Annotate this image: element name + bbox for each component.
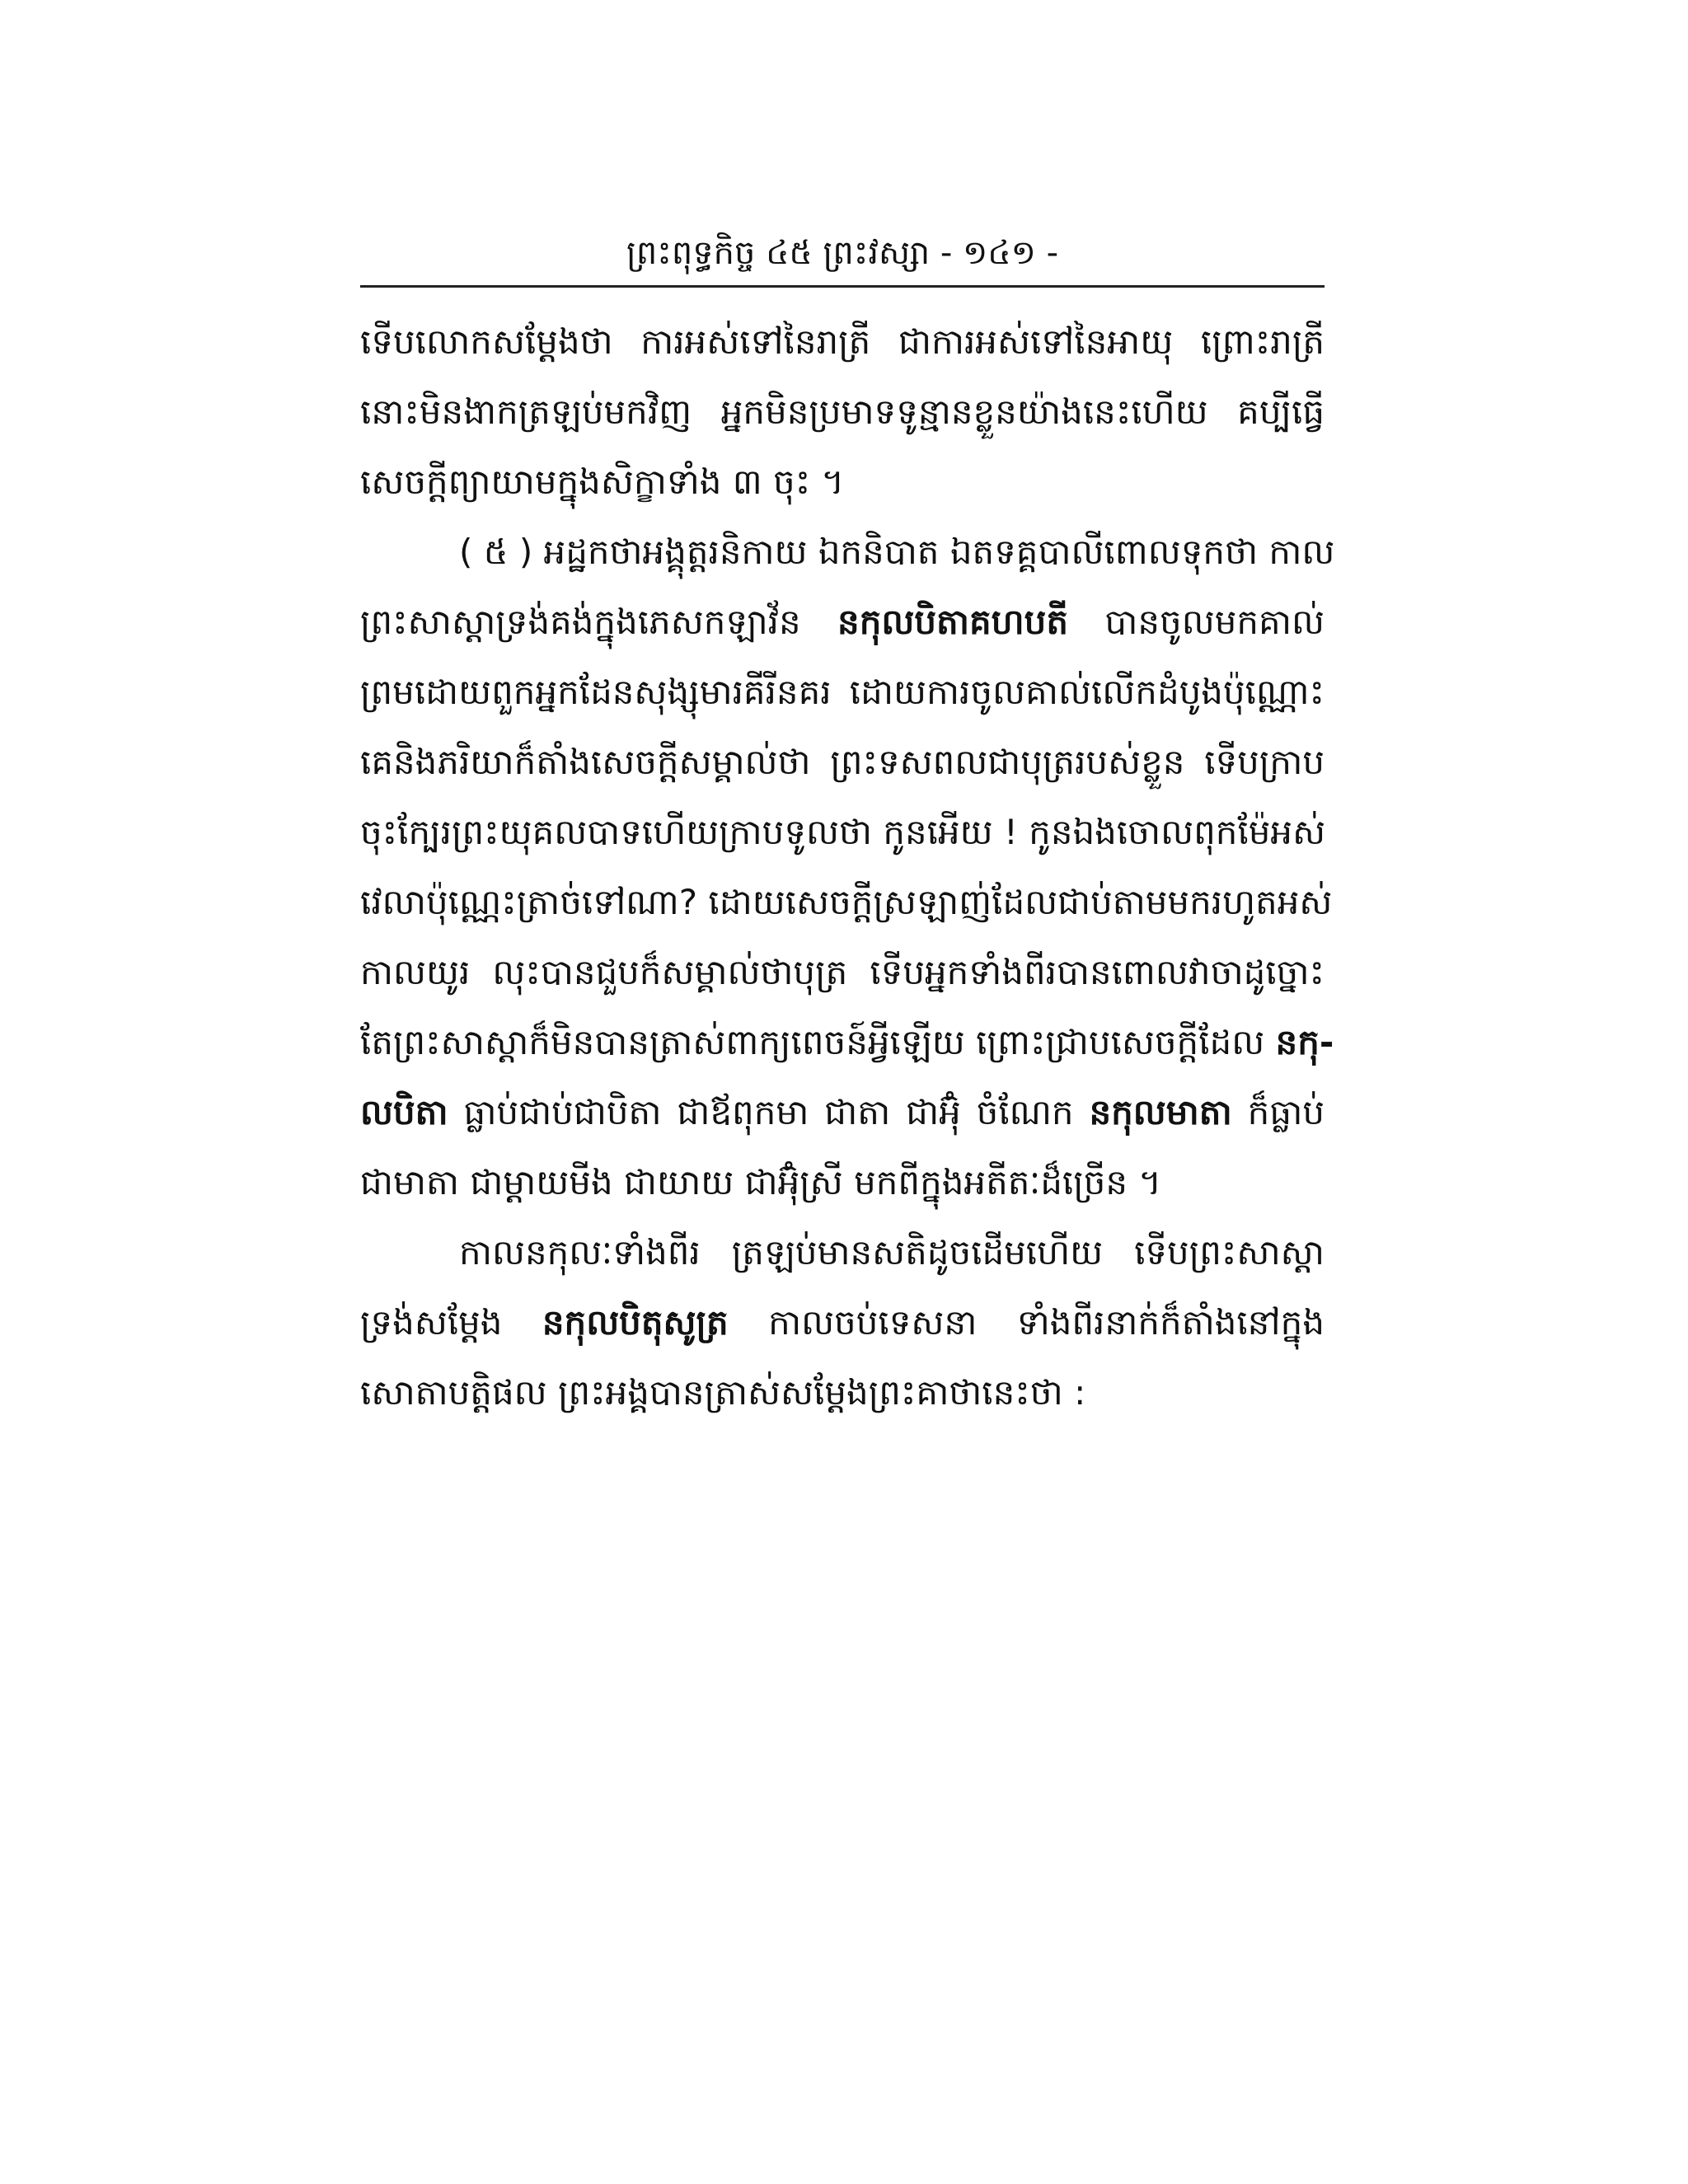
nakula-pitu-sutta-name: នកុលបិតុសូត្រ	[542, 1302, 729, 1343]
paragraph-2-line-7: កាលយូរ លុះបានជួបក៏សម្គាល់ថាបុត្រ ទើបអ្នកទាំងពីរបានពោលវាចាដូច្នោះ	[360, 952, 1325, 992]
paragraph-3-line-1: កាលនកុលៈទាំងពីរ ត្រឡប់មានសតិដូចដើមហើយ ទើបព្រះសាស្ដា	[459, 1232, 1325, 1272]
paragraph-1-line-3: សេចក្ដីព្យាយាមក្នុងសិក្ខាទាំង ៣ ចុះ ។	[360, 462, 845, 502]
paragraph-3-line-2-tail: កាលចប់ទេសនា ទាំងពីរនាក់ក៏តាំងនៅក្នុង	[728, 1302, 1325, 1343]
paragraph-2-line-2-text: ព្រះសាស្ដាទ្រង់គង់ក្នុងភេសកឡាវ័ន	[360, 602, 838, 642]
paragraph-2-line-9-text: ធ្លាប់ជាប់ជាបិតា ជាឪពុកមា ជាតា ជាអ៊ុំ ចំណែក	[448, 1092, 1090, 1132]
nakula-pita-name-part-1: នកុ-	[1275, 1022, 1334, 1062]
paragraph-3-line-3: សោតាបត្តិផល ព្រះអង្គបានត្រាស់សម្ដែងព្រះគាថានេះថា :	[360, 1372, 1086, 1413]
paragraph-2-line-6: វេលាប៉ុណ្ណេះត្រាច់ទៅណា? ដោយសេចក្ដីស្រឡាញ់ដែលជាប់តាមមករហូតអស់	[360, 882, 1333, 922]
paragraph-2-line-2-tail: បានចូលមកគាល់	[1067, 602, 1325, 642]
paragraph-1-line-1: ទើបលោកសម្ដែងថា ការអស់ទៅនៃរាត្រី ជាការអស់ទៅនៃអាយុ ព្រោះរាត្រី	[360, 321, 1325, 362]
paragraph-2-line-2	[360, 587, 1325, 657]
nakula-pita-name-part-2: លបិតា	[360, 1092, 448, 1132]
paragraph-2-line-3: ព្រមដោយពួកអ្នកដែនសុង្សុមារគីរីនគរ ដោយការចូលគាល់លើកដំបូងប៉ុណ្ណោះ	[360, 672, 1325, 712]
nakula-pita-gahapati-name: នកុលបិតាគហបតី	[837, 602, 1068, 642]
paragraph-1-line-2: នោះមិនងាកត្រឡប់មកវិញ អ្នកមិនប្រមាទទូន្មានខ្លួនយ៉ាងនេះហើយ គប្បីធ្វើ	[360, 391, 1325, 432]
page-header: ព្រះពុទ្ធកិច្ច ៤៥ ព្រះវស្សា - ១៤១ -	[626, 234, 1059, 272]
paragraph-3-line-2-text: ទ្រង់សម្ដែង	[360, 1302, 542, 1343]
paragraph-2-line-5: ចុះក្បែរព្រះយុគលបាទហើយក្រាបទូលថា កូនអើយ ! កូនឯងចោលពុកម៉ែអស់	[360, 812, 1326, 852]
paragraph-2-line-9-tail: ក៏ធ្លាប់	[1231, 1092, 1325, 1132]
paragraph-2-line-4: គេនិងភរិយាក៏តាំងសេចក្ដីសម្គាល់ថា ព្រះទសពលជាបុត្ររបស់ខ្លួន ទើបក្រាប	[360, 742, 1325, 782]
paragraph-2-line-8-text: តែព្រះសាស្ដាក៏មិនបានត្រាស់ពាក្យពេចន៍អ្វីឡើយ ព្រោះជ្រាបសេចក្ដីដែល	[360, 1022, 1276, 1062]
paragraph-2-line-8	[360, 1007, 1334, 1077]
nakula-mata-name: នកុលមាតា	[1089, 1092, 1232, 1132]
header-divider	[360, 285, 1325, 288]
paragraph-2-line-10: ជាមាតា ជាម្ដាយមីង ជាយាយ ជាអ៊ុំស្រី មកពីក្នុងអតីតៈដ៏ច្រើន ។	[360, 1162, 1162, 1202]
body-text	[360, 307, 1335, 1427]
paragraph-3-line-2	[360, 1287, 1325, 1357]
paragraph-2-line-1: ( ៥ ) អដ្ឋកថាអង្គុត្តរនិកាយ ឯកនិបាត ឯតទគ្គបាលីពោលទុកថា កាល	[459, 532, 1335, 572]
paragraph-2-line-9	[360, 1077, 1325, 1147]
